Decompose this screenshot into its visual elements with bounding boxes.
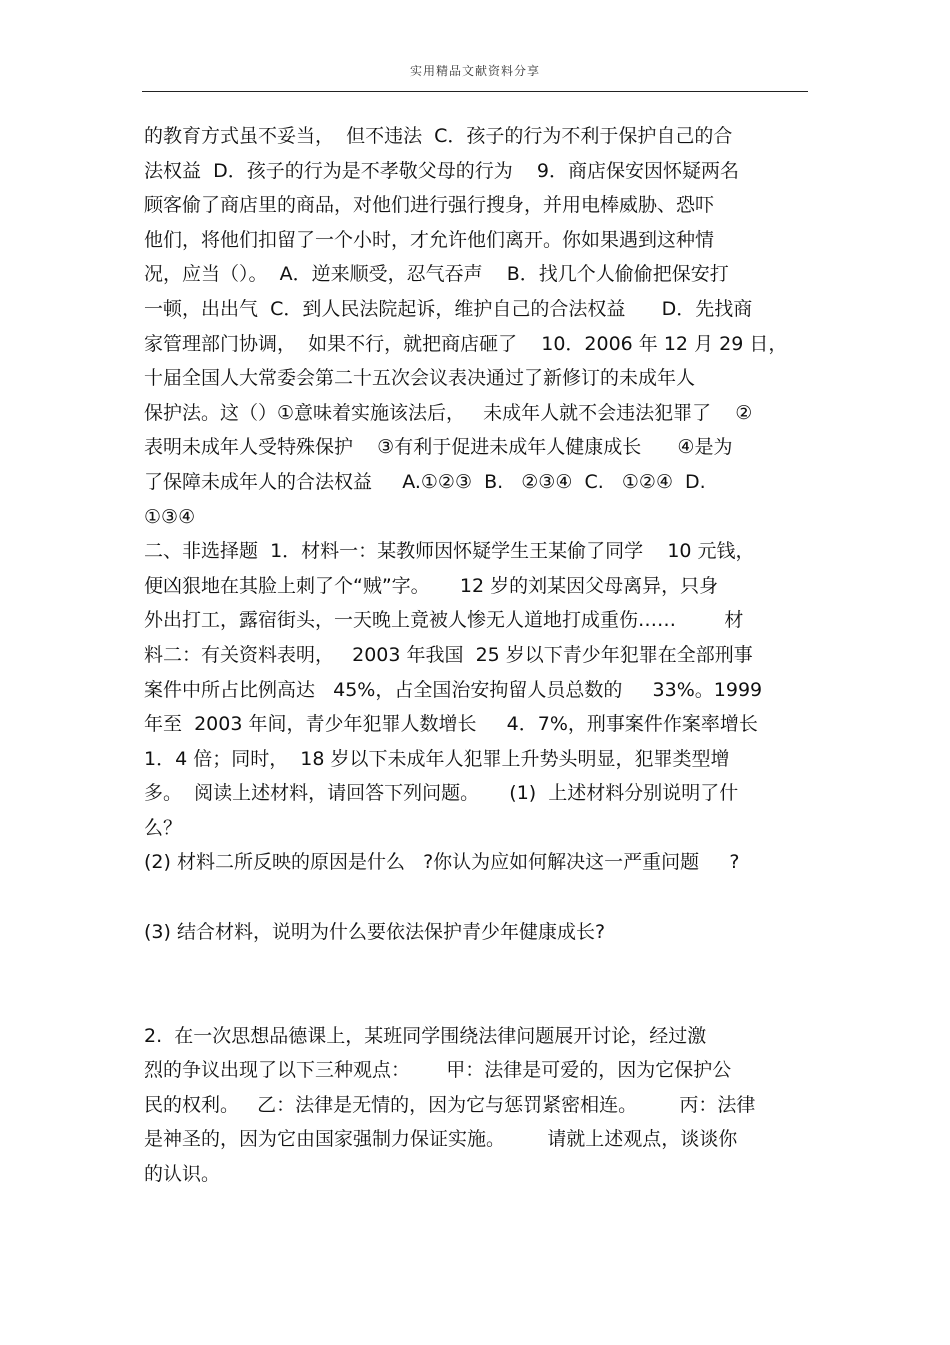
text-line: 是神圣的，因为它由国家强制力保证实施。 请就上述观点，谈谈你: [144, 1128, 738, 1151]
text-line: 他们，将他们扣留了一个小时，才允许他们离开。你如果遇到这种情: [144, 228, 715, 251]
text-line: 案件中所占比例高达 45%，占全国治安拘留人员总数的 33%。1999: [144, 678, 763, 701]
text-line: 2. 在一次思想品德课上，某班同学围绕法律问题展开讨论，经过激: [144, 1024, 707, 1047]
text-line: 保护法。这（）①意味着实施该法后， 未成年人就不会违法犯罪了 ②: [144, 401, 753, 424]
text-line: 多。 阅读上述材料，请回答下列问题。 (1) 上述材料分别说明了什: [144, 782, 739, 805]
text-line: 年至 2003 年间，青少年犯罪人数增长 4．7%，刑事案件作案率增长: [144, 713, 758, 736]
text-line: 顾客偷了商店里的商品，对他们进行强行搜身，并用电棒威胁、恐吓: [144, 194, 715, 217]
text-line: 便凶狠地在其脸上刺了个“贼”字。 12 岁的刘某因父母离异，只身: [144, 574, 719, 597]
document-body: [144, 119, 808, 1192]
text-line: 一顿，出出气 C．到人民法院起诉，维护自己的合法权益 D．先找商: [144, 297, 753, 320]
text-line: 外出打工，露宿街头，一天晚上竟被人惨无人道地打成重伤…… 材: [144, 609, 744, 632]
text-line: 的教育方式虽不妥当， 但不违法 C．孩子的行为不利于保护自己的合: [144, 125, 733, 147]
text-line: 烈的争议出现了以下三种观点： 甲：法律是可爱的，因为它保护公: [144, 1059, 732, 1082]
answer-space: [144, 950, 808, 1019]
text-line: 况，应当（）。 A．逆来顺受，忍气吞声 B．找几个人偷偷把保安打: [144, 263, 729, 286]
page-header: 实用精品文献资料分享: [409, 64, 540, 78]
text-line: 1．4 倍；同时， 18 岁以下未成年人犯罪上升势头明显，犯罪类型增: [144, 747, 730, 770]
text-line: 民的权利。 乙：法律是无情的，因为它与惩罚紧密相连。 丙：法律: [144, 1093, 756, 1116]
text-line: 家管理部门协调， 如果不行，就把商店砸了 10．2006 年 12 月 29 日，: [144, 332, 788, 355]
answer-space: [144, 880, 808, 915]
header-divider: [142, 91, 808, 92]
text-line: 了保障未成年人的合法权益 A.①②③ B. ②③④ C. ①②④ D.: [144, 470, 706, 493]
text-line: 法权益 D．孩子的行为是不孝敬父母的行为 9．商店保安因怀疑两名: [144, 159, 739, 182]
text-line: 么？: [144, 816, 183, 839]
question-3-prompt: (3) 结合材料，说明为什么要依法保护青少年健康成长?: [144, 921, 606, 944]
text-line: ①③④: [144, 505, 196, 528]
text-line: 表明未成年人受特殊保护 ③有利于促进未成年人健康成长 ④是为: [144, 436, 733, 459]
question-2-prompt: (2) 材料二所反映的原因是什么 ?你认为应如何解决这一严重问题 ?: [144, 851, 740, 874]
text-line: 料二：有关资料表明， 2003 年我国 25 岁以下青少年犯罪在全部刑事: [144, 643, 753, 666]
text-line: 的认识。: [144, 1163, 221, 1186]
text-line: 二、非选择题 1．材料一：某教师因怀疑学生王某偷了同学 10 元钱，: [144, 540, 755, 563]
text-line: 十届全国人大常委会第二十五次会议表决通过了新修订的未成年人: [144, 367, 696, 390]
